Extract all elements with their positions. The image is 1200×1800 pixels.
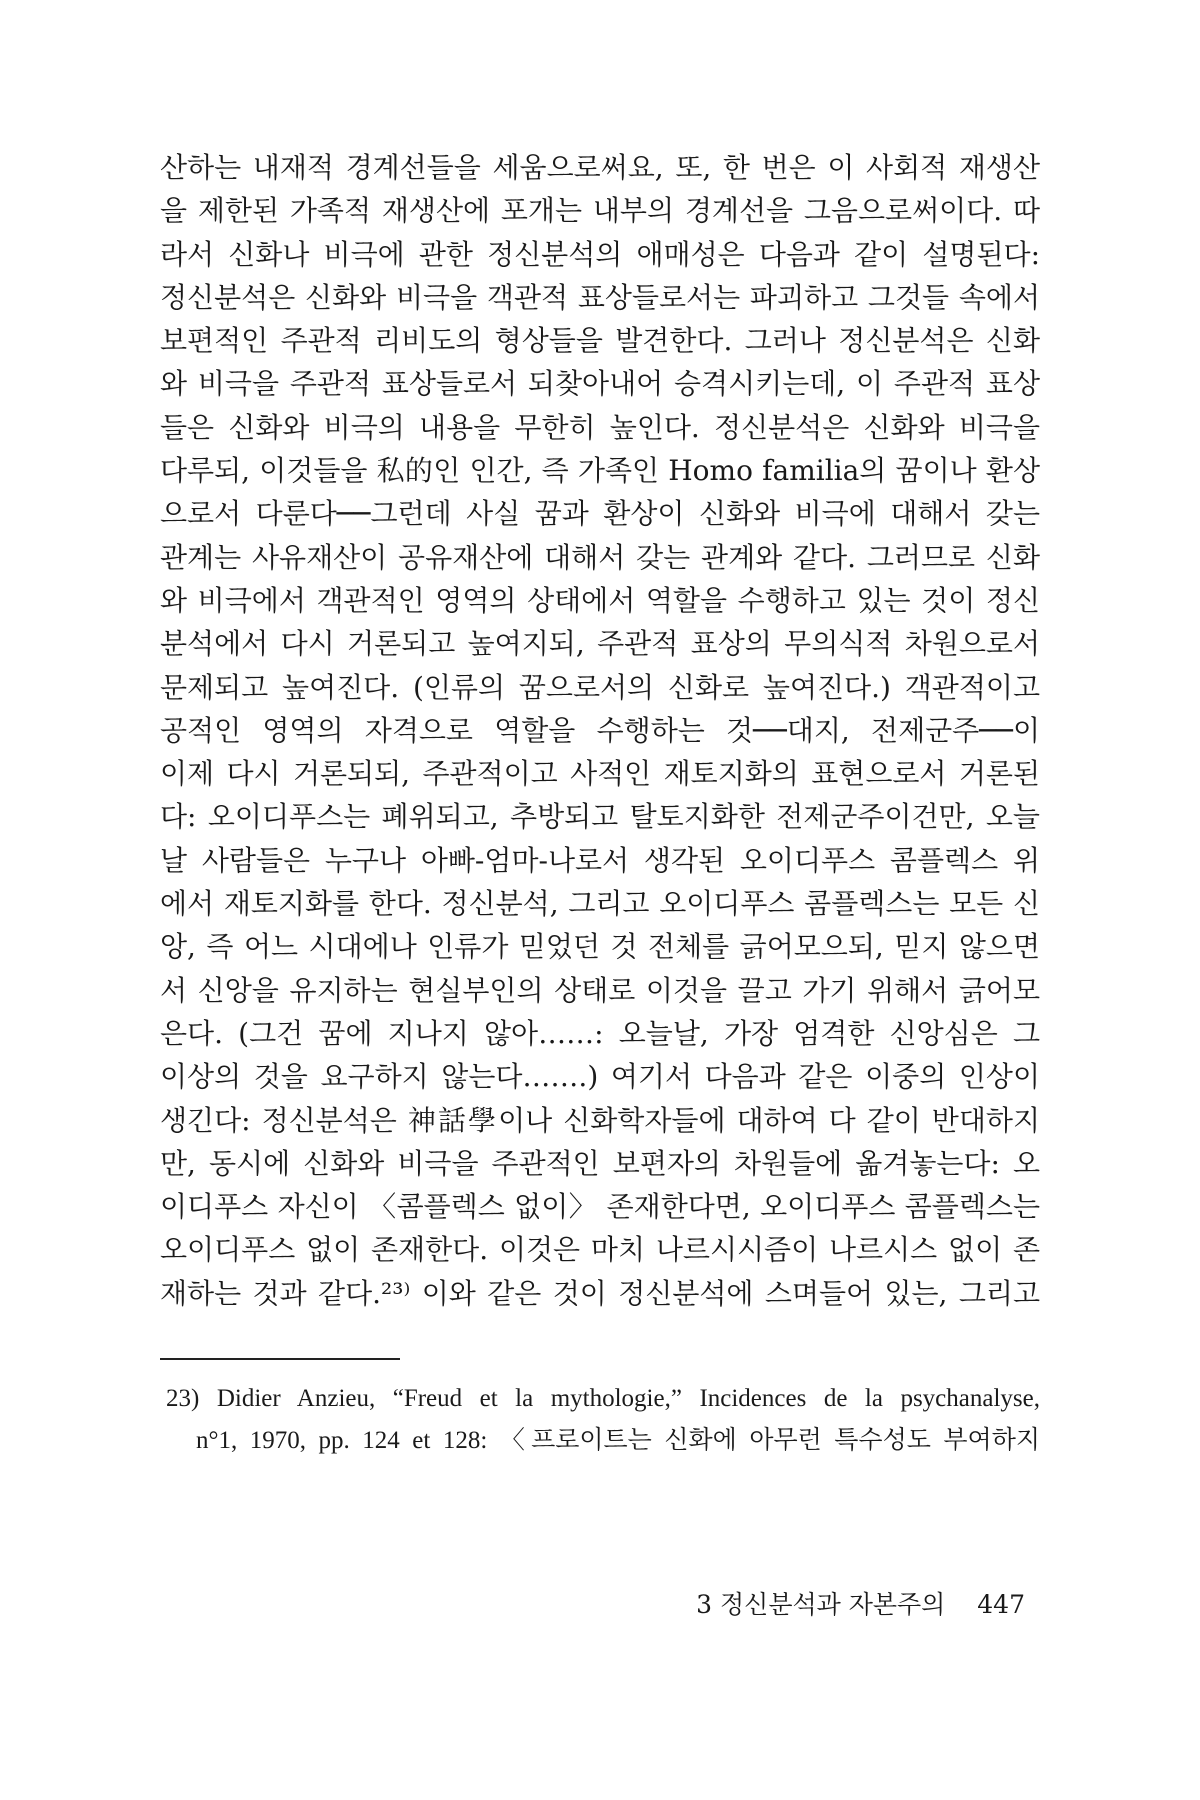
footnote-divider xyxy=(160,1358,400,1360)
body-line: 정신분석은 신화와 비극을 객관적 표상들로서는 파괴하고 그것들 속에서 xyxy=(160,280,1040,314)
body-line: 으로서 다룬다──그런데 사실 꿈과 환상이 신화와 비극에 대해서 갖는 xyxy=(160,497,1040,531)
footnote-line: 23) Didier Anzieu, “Freud et la mythologie,” Incidences de la psychanalyse, xyxy=(166,1385,1040,1412)
body-line: 앙, 즉 어느 시대에나 인류가 믿었던 것 전체를 긁어모으되, 믿지 않으면 xyxy=(160,930,1040,964)
body-line: 재하는 것과 같다.²³⁾ 이와 같은 것이 정신분석에 스며들어 있는, 그리고 xyxy=(160,1276,1040,1310)
body-line: 라서 신화나 비극에 관한 정신분석의 애매성은 다음과 같이 설명된다: xyxy=(160,237,1040,271)
body-line: 에서 재토지화를 한다. 정신분석, 그리고 오이디푸스 콤플렉스는 모든 신 xyxy=(160,887,1040,921)
body-line: 문제되고 높여진다. (인류의 꿈으로서의 신화로 높여진다.) 객관적이고 xyxy=(160,670,1040,704)
footnote-line: n°1, 1970, pp. 124 et 128: 〈프로이트는 신화에 아무런 특수성도 부여하지 xyxy=(196,1427,1040,1454)
body-line: 와 비극에서 객관적인 영역의 상태에서 역할을 수행하고 있는 것이 정신 xyxy=(160,583,1040,617)
page-number: 447 xyxy=(977,1590,1025,1619)
body-line: 이상의 것을 요구하지 않는다…….) 여기서 다음과 같은 이중의 인상이 xyxy=(160,1060,1040,1094)
body-line: 을 제한된 가족적 재생산에 포개는 내부의 경계선을 그음으로써이다. 따 xyxy=(160,194,1040,228)
body-line: 이제 다시 거론되되, 주관적이고 사적인 재토지화의 표현으로서 거론된 xyxy=(160,757,1040,791)
body-line: 다: 오이디푸스는 폐위되고, 추방되고 탈토지화한 전제군주이건만, 오늘 xyxy=(160,800,1040,834)
body-line: 공적인 영역의 자격으로 역할을 수행하는 것──대지, 전제군주──이 xyxy=(160,713,1040,747)
footnote xyxy=(166,1378,1040,1462)
body-text xyxy=(160,146,1040,1315)
running-footer xyxy=(696,1585,1025,1621)
body-line: 분석에서 다시 거론되고 높여지되, 주관적 표상의 무의식적 차원으로서 xyxy=(160,627,1040,661)
body-line: 와 비극을 주관적 표상들로서 되찾아내어 승격시키는데, 이 주관적 표상 xyxy=(160,367,1040,401)
body-line: 산하는 내재적 경계선들을 세움으로써요, 또, 한 번은 이 사회적 재생산 xyxy=(160,151,1040,184)
body-line: 들은 신화와 비극의 내용을 무한히 높인다. 정신분석은 신화와 비극을 xyxy=(160,410,1040,444)
body-line: 생긴다: 정신분석은 神話學이나 신화학자들에 대하여 다 같이 반대하지 xyxy=(160,1103,1040,1137)
body-line: 보편적인 주관적 리비도의 형상들을 발견한다. 그러나 정신분석은 신화 xyxy=(160,324,1040,358)
chapter-label: 3 정신분석과 자본주의 xyxy=(696,1590,946,1619)
body-line: 오이디푸스 없이 존재한다. 이것은 마치 나르시시즘이 나르시스 없이 존 xyxy=(160,1233,1040,1267)
body-line: 다루되, 이것들을 私的인 인간, 즉 가족인 Homo familia의 꿈이나 환상 xyxy=(160,454,1040,488)
body-line: 서 신앙을 유지하는 현실부인의 상태로 이것을 끌고 가기 위해서 긁어모 xyxy=(160,973,1040,1007)
body-line: 은다. (그건 꿈에 지나지 않아……: 오늘날, 가장 엄격한 신앙심은 그 xyxy=(160,1016,1040,1050)
body-line: 이디푸스 자신이 〈콤플렉스 없이〉 존재한다면, 오이디푸스 콤플렉스는 xyxy=(160,1190,1040,1224)
body-line: 관계는 사유재산이 공유재산에 대해서 갖는 관계와 같다. 그러므로 신화 xyxy=(160,540,1040,574)
body-line: 만, 동시에 신화와 비극을 주관적인 보편자의 차원들에 옮겨놓는다: 오 xyxy=(160,1146,1040,1180)
body-line: 날 사람들은 누구나 아빠-엄마-나로서 생각된 오이디푸스 콤플렉스 위 xyxy=(160,843,1040,877)
